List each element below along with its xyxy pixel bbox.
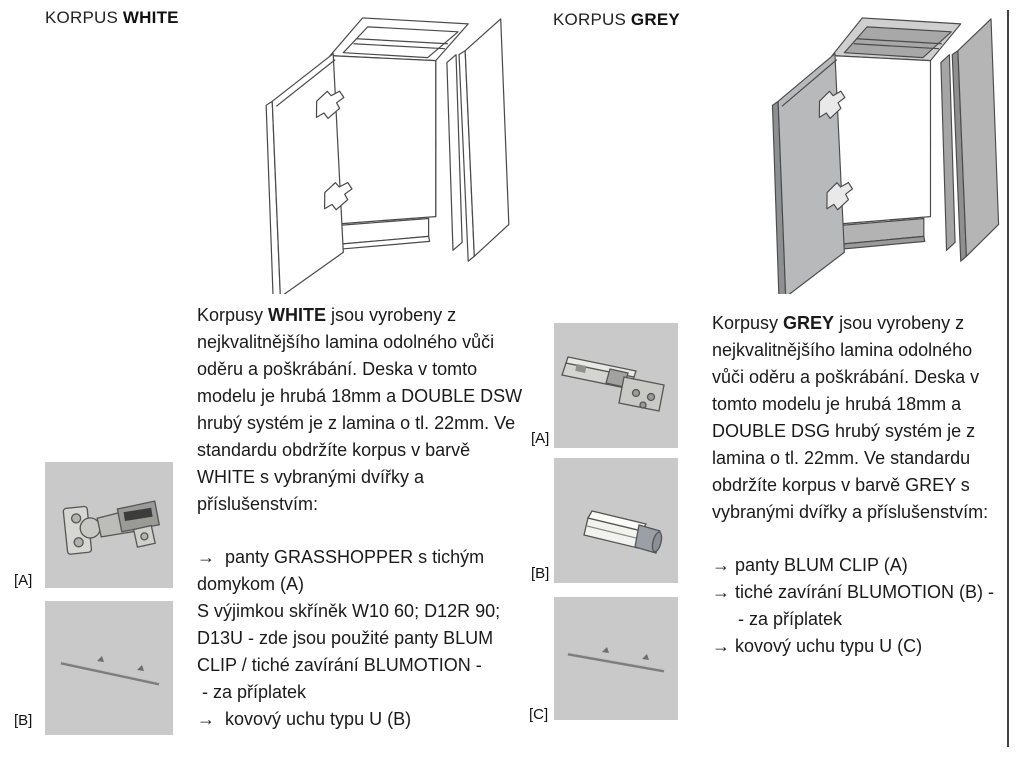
- description-line: vybranými dvířky a příslušenstvím:: [712, 502, 989, 522]
- white-cabinet-drawing: [256, 6, 520, 294]
- feature-line: → tiché zavírání BLUMOTION (B) -: [712, 582, 995, 602]
- description-line: DOUBLE DSG hrubý systém je z: [712, 421, 976, 441]
- feature-line: - za příplatek: [197, 682, 307, 702]
- grey-cabinet-drawing: [763, 6, 1009, 294]
- product-label-a: [A]: [14, 572, 33, 589]
- title-prefix: KORPUS: [553, 10, 631, 29]
- description-line: Korpusy GREY jsou vyrobeny z: [712, 313, 965, 333]
- feature-line: CLIP / tiché zavírání BLUMOTION -: [197, 655, 482, 675]
- description-line: nejkvalitnějšího lamina odolného vůči: [197, 332, 495, 352]
- title-bold: GREY: [630, 10, 680, 29]
- description-line: obdržíte korpus v barvě GREY s: [712, 475, 970, 495]
- description-line: WHITE s vybranými dvířky a: [197, 467, 425, 487]
- blum-clip-hinge-photo: [554, 323, 678, 448]
- feature-line: domykom (A): [197, 574, 305, 594]
- feature-line: S výjimkou skříněk W10 60; D12R 90;: [197, 601, 501, 621]
- hinge-icon: [45, 462, 173, 588]
- product-label-c: [C]: [529, 706, 549, 723]
- description-line: příslušenstvím:: [197, 494, 319, 514]
- description-line: hrubý systém je z lamina o tl. 22mm. Ve: [197, 413, 516, 433]
- handle-icon: [554, 597, 678, 720]
- white-description: [197, 302, 537, 733]
- description-line: tomto modelu je hrubá 18mm a: [712, 394, 962, 414]
- u-type-handle-photo: [45, 601, 173, 735]
- description-line: oděru a poškrábání. Deska v tomto: [197, 359, 478, 379]
- product-label-b: [B]: [14, 712, 33, 729]
- hinge-icon: [554, 323, 678, 448]
- description-line: vůči oděru a poškrábání. Deska v: [712, 367, 980, 387]
- grey-description: [712, 310, 1012, 660]
- feature-line: → kovový uchu typu U (C): [712, 636, 923, 656]
- product-label-a: [A]: [531, 430, 550, 447]
- description-line: lamina o tl. 22mm. Ve standardu: [712, 448, 971, 468]
- feature-line: → panty GRASSHOPPER s tichým: [197, 547, 485, 567]
- korpus-white-title: [45, 8, 179, 28]
- feature-line: → kovový uchu typu U (B): [197, 709, 412, 729]
- u-type-handle-photo: [554, 597, 678, 720]
- page-edge-rule: [1007, 10, 1009, 747]
- description-line: nejkvalitnějšího lamina odolného: [712, 340, 973, 360]
- description-line: Korpusy WHITE jsou vyrobeny z: [197, 305, 457, 325]
- title-bold: WHITE: [122, 8, 179, 27]
- grasshopper-hinge-photo: [45, 462, 173, 588]
- korpus-grey-title: [553, 10, 680, 30]
- description-line: standardu obdržíte korpus v barvě: [197, 440, 471, 460]
- feature-line: → panty BLUM CLIP (A): [712, 555, 908, 575]
- blumotion-damper-photo: [554, 458, 678, 583]
- feature-line: - za příplatek: [738, 609, 843, 629]
- title-prefix: KORPUS: [45, 8, 123, 27]
- feature-line: D13U - zde jsou použité panty BLUM: [197, 628, 494, 648]
- description-line: modelu je hrubá 18mm a DOUBLE DSW: [197, 386, 523, 406]
- handle-icon: [45, 601, 173, 735]
- product-label-b: [B]: [531, 565, 550, 582]
- damper-icon: [554, 458, 678, 583]
